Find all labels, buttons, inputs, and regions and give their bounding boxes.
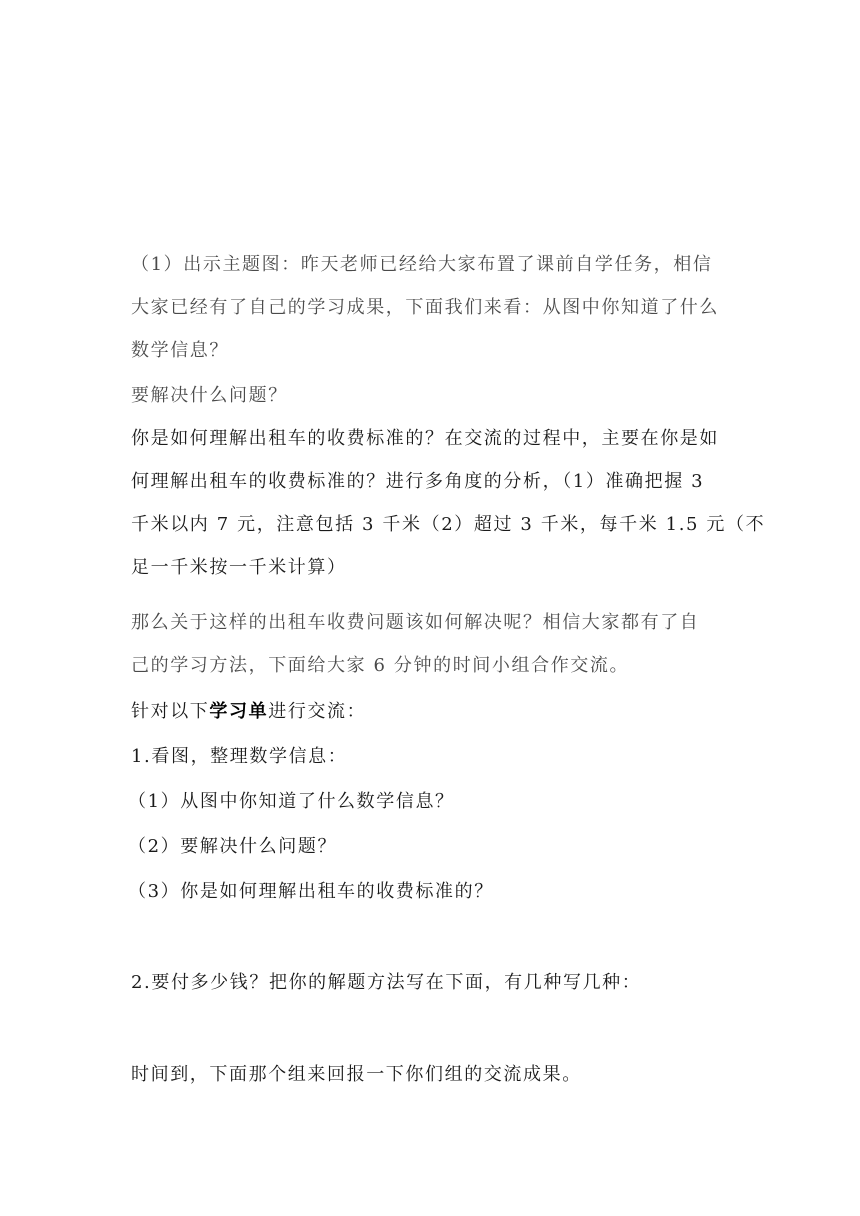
worksheet-item-2: 2.要付多少钱？把你的解题方法写在下面，有几种写几种： — [131, 972, 642, 993]
worksheet-intro-after: 进行交流： — [268, 701, 367, 722]
paragraph-line: 数学信息？ — [131, 340, 229, 361]
paragraph-line: 大家已经有了自己的学习成果，下面我们来看：从图中你知道了什么 — [131, 297, 719, 318]
worksheet-item-1: 1.看图，整理数学信息： — [131, 746, 348, 767]
paragraph-line: 何理解出租车的收费标准的？进行多角度的分析，（1）准确把握 3 — [131, 471, 705, 492]
paragraph-line: 千米以内 7 元，注意包括 3 千米（2）超过 3 千米，每千米 1.5 元（不 — [131, 514, 766, 535]
paragraph-line: （1）出示主题图：昨天老师已经给大家布置了课前自学任务，相信 — [131, 254, 713, 275]
worksheet-intro — [131, 700, 741, 724]
paragraph-line: 己的学习方法，下面给大家 6 分钟的时间小组合作交流。 — [131, 655, 630, 676]
worksheet-subitem: （3）你是如何理解出租车的收费标准的？ — [128, 881, 494, 902]
paragraph-line: 你是如何理解出租车的收费标准的？在交流的过程中，主要在你是如 — [131, 428, 719, 449]
closing-line: 时间到，下面那个组来回报一下你们组的交流成果。 — [131, 1064, 582, 1085]
paragraph-line: 要解决什么问题？ — [131, 385, 288, 406]
worksheet-title: 学习单 — [209, 701, 269, 722]
worksheet-subitem: （2）要解决什么问题？ — [128, 836, 338, 857]
worksheet-intro-before: 针对以下 — [131, 701, 210, 722]
paragraph-line: 足一千米按一千米计算） — [131, 557, 347, 578]
worksheet-subitem: （1）从图中你知道了什么数学信息？ — [128, 791, 455, 812]
paragraph-line: 那么关于这样的出租车收费问题该如何解决呢？相信大家都有了自 — [131, 612, 700, 633]
